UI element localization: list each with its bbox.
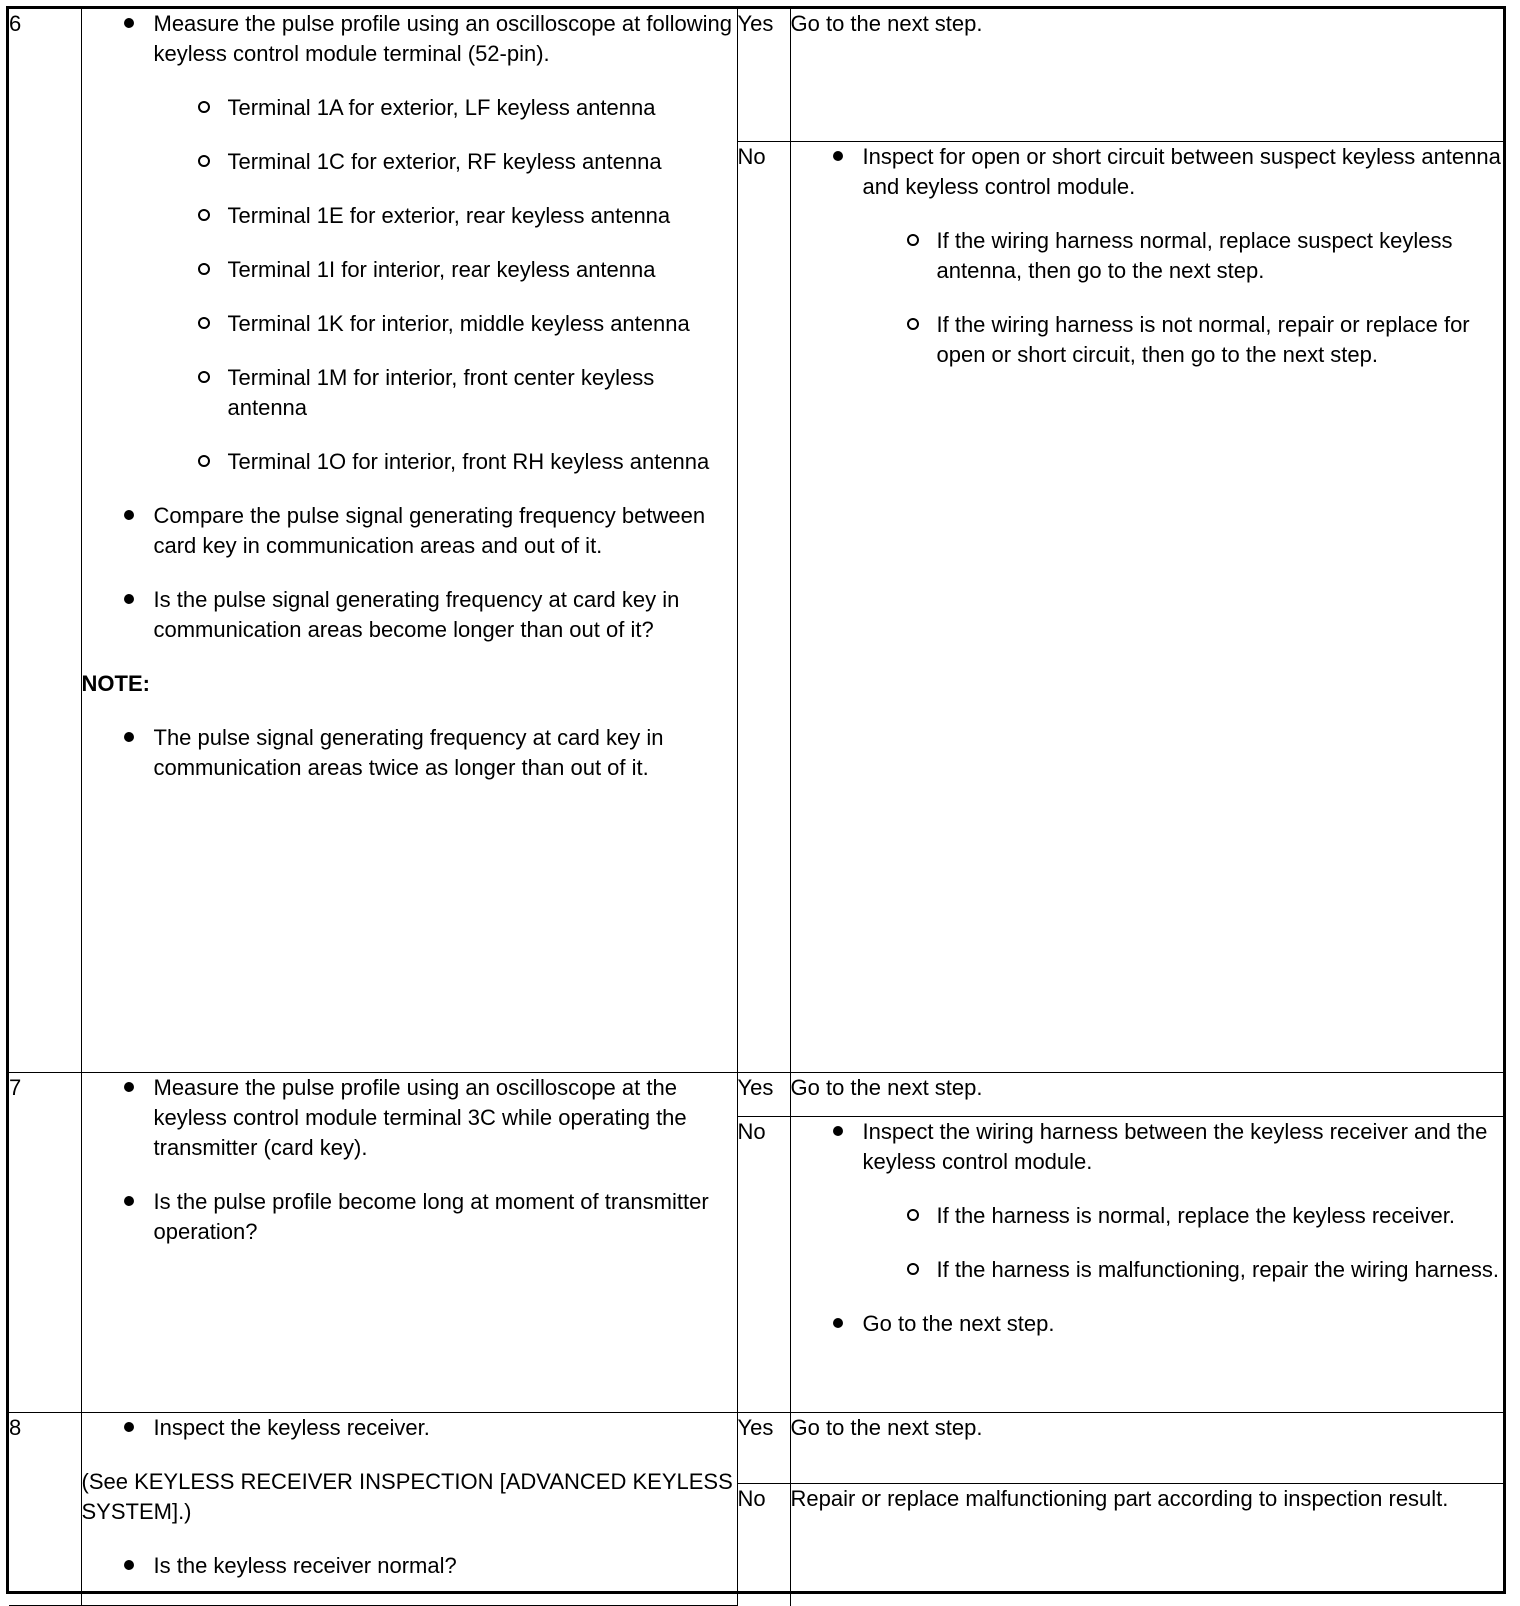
no-result-main: Inspect the wiring harness between the keyless receiver and the keyless control module. [862,1119,1488,1174]
step-action-cell [81,1073,737,1413]
list-item [863,1117,1504,1285]
list-item: If the wiring harness is not normal, repair or replace for open or short circuit, then go to the next step. [937,310,1504,370]
list-item: The pulse signal generating frequency at card key in communication areas twice as longer than out of it. [154,723,737,783]
reference-link[interactable]: (See KEYLESS RECEIVER INSPECTION [ADVANCED KEYLESS SYSTEM].) [81,1469,733,1524]
no-result-sublist [863,1201,1504,1285]
list-item [154,9,737,477]
step-7-yes-row [9,1073,1503,1117]
step-action-cell [81,1413,737,1606]
no-result-list [791,142,1504,370]
diagnostic-procedure-sheet [6,6,1506,1594]
diagnostic-steps-table [9,9,1503,1606]
yes-label: Yes [737,1413,790,1484]
terminal-list [154,93,737,477]
list-item: Compare the pulse signal generating frequency between card key in communication areas and out of it. [154,501,737,561]
step-action-cell [81,9,737,1073]
list-item: If the harness is normal, replace the keyless receiver. [937,1201,1504,1231]
list-item: Is the keyless receiver normal? [154,1551,737,1581]
step-8-yes-row [9,1413,1503,1484]
no-result-list [791,1117,1504,1339]
no-result [790,142,1503,1073]
no-label: No [737,1483,790,1605]
yes-result: Go to the next step. [790,1413,1503,1484]
step-number-cell [9,1413,81,1606]
list-item [863,142,1504,370]
yes-label: Yes [737,1073,790,1117]
note-label: NOTE: [81,671,150,696]
list-item: Measure the pulse profile using an oscilloscope at the keyless control module terminal 3C while operating the transmitter (card key). [154,1073,737,1163]
step-number: 7 [9,1075,22,1100]
step-number-cell [9,9,81,1073]
no-result-sublist [863,226,1504,370]
action-list [82,9,737,645]
no-label: No [737,1117,790,1413]
list-item: If the harness is malfunctioning, repair the wiring harness. [937,1255,1504,1285]
action-list [82,1413,737,1443]
list-item: Is the pulse profile become long at moment of transmitter operation? [154,1187,737,1247]
yes-label: Yes [737,9,790,142]
list-item: Inspect the keyless receiver. [154,1413,737,1443]
action-intro: Measure the pulse profile using an oscilloscope at following keyless control module terminal (52-pin). [153,11,732,66]
list-item: Terminal 1I for interior, rear keyless antenna [228,255,737,285]
list-item: Terminal 1K for interior, middle keyless antenna [228,309,737,339]
no-result: Repair or replace malfunctioning part according to inspection result. [790,1483,1503,1605]
list-item: Terminal 1M for interior, front center keyless antenna [228,363,737,423]
action-list [82,1073,737,1247]
question-list [82,1551,737,1581]
no-label: No [737,142,790,1073]
note-list [82,723,737,783]
list-item: Terminal 1O for interior, front RH keyless antenna [228,447,737,477]
list-item: Terminal 1C for exterior, RF keyless antenna [228,147,737,177]
no-result-main: Inspect for open or short circuit between suspect keyless antenna and keyless control module. [862,144,1501,199]
list-item: Terminal 1E for exterior, rear keyless antenna [228,201,737,231]
step-number: 8 [9,1415,22,1440]
list-item: Is the pulse signal generating frequency at card key in communication areas become longer than out of it? [154,585,737,645]
no-result [790,1117,1503,1413]
yes-result: Go to the next step. [790,9,1503,142]
yes-result: Go to the next step. [790,1073,1503,1117]
list-item: If the wiring harness normal, replace suspect keyless antenna, then go to the next step. [937,226,1504,286]
step-number: 6 [9,11,22,36]
list-item: Terminal 1A for exterior, LF keyless antenna [228,93,737,123]
step-6-yes-row [9,9,1503,142]
step-number-cell [9,1073,81,1413]
list-item: Go to the next step. [863,1309,1504,1339]
